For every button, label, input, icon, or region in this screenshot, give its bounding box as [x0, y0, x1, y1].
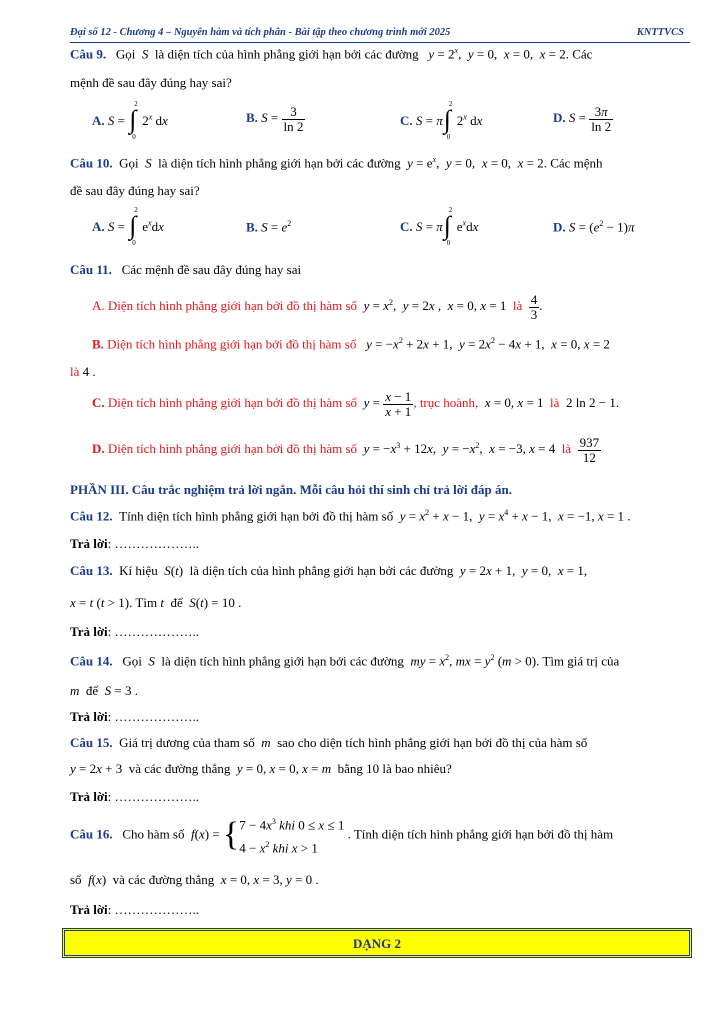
q14-text3: . Tìm giá trị của — [536, 653, 620, 669]
q11-d-la: là — [561, 441, 572, 457]
q10-d-label: D. — [553, 219, 566, 235]
q14-answer[interactable] — [70, 709, 199, 725]
q16-text2: . Tính diện tích hình phẳng giới hạn bởi đồ thị hàm — [347, 826, 614, 842]
answer-label: Trả lời — [70, 536, 108, 551]
q15-text2: sao cho diện tích hình phẳng giới hạn bởi đồ thị của hàm số — [277, 735, 588, 750]
q9-option-a: A. S = ∫ 2 0 2$^x$ dx — [92, 100, 168, 141]
q15-line1: Câu 15. Giá trị dương của tham số m sao cho diện tích hình phẳng giới hạn bởi đồ thị của hàm số — [70, 735, 588, 750]
q10-label: Câu 10. — [70, 155, 113, 171]
q11-text: Các mệnh đề sau đây đúng hay sai — [121, 262, 302, 277]
q15-text1: Giá trị dương của tham số — [119, 735, 255, 750]
q16-text3: số — [70, 872, 82, 887]
q12-answer[interactable] — [70, 536, 199, 552]
q13-line2: x = t (t > 1). Tìm t để S(t) = 10 . — [70, 595, 242, 610]
q11-b-tail: là 4 . — [70, 364, 96, 379]
answer-dots: : ……………….. — [107, 624, 200, 639]
answer-label: Trả lời — [70, 709, 108, 724]
q10-option-a: A. S = ∫ 2 0 $e^xdx$ — [92, 206, 164, 247]
q15-text3: và các đường thẳng — [128, 761, 231, 776]
q9-text1: Gọi — [115, 46, 136, 62]
answer-dots: : ……………….. — [107, 789, 200, 804]
q13-text2: là diện tích của hình phẳng giới hạn bởi các đường — [189, 563, 454, 578]
q11-b: B. Diện tích hình phẳng giới hạn bởi đồ thị hàm số $y = -x^2 + 2x + 1$, $y = 2x^2 - 4x + 1$, x = 0, x = 2 — [92, 336, 610, 352]
q15-label: Câu 15. — [70, 735, 113, 750]
q9-option-b: B. S = $\frac{3}{\ln 2}$ — [246, 104, 304, 134]
q12-line1: Câu 12. Tính diện tích hình phẳng giới hạn bởi đồ thị hàm số $y = x^2 + x - 1$, $y = x^4 + x - 1$, x = −1, x = 1 . — [70, 508, 631, 524]
q14-text4: để — [85, 683, 99, 698]
q9-option-c: C. S = π ∫ 2 0 2$^x$ dx — [400, 100, 483, 141]
q11-a-text: A. Diện tích hình phẳng giới hạn bởi đồ thị hàm số — [92, 298, 358, 314]
q10-line2: đề sau đây đúng hay sai? — [70, 183, 200, 198]
q16-text4: và các đường thẳng — [112, 872, 215, 887]
q9-c-label: C. — [400, 112, 413, 128]
q10-text3: . Các mệnh — [543, 155, 603, 171]
q13-text1: Kí hiệu — [119, 563, 158, 578]
q10-option-c: C. S = π ∫ 2 0 $e^xdx$ — [400, 206, 479, 247]
part3-heading: PHẦN III. Câu trắc nghiệm trả lời ngắn. Mỗi câu hỏi thí sinh chỉ trả lời đáp án. — [70, 482, 512, 497]
q14-line1: Câu 14. Gọi S là diện tích hình phẳng giới hạn bởi các đường my = $x^2$, mx = $y^2$ (m > 0). Tìm giá trị của — [70, 653, 620, 669]
answer-label: Trả lời — [70, 624, 108, 639]
q16-label: Câu 16. — [70, 826, 113, 842]
q10-line1: Câu 10. Gọi S là diện tích hình phẳng giới hạn bởi các đường $y = e^x$, y = 0, x = 0, x = 2. Các mệnh — [70, 155, 603, 171]
q16-line1: Câu 16. Cho hàm số $f(x) = \{7 - 4x^3$ khi 0 ≤ x ≤ 1 $4 - x^2$ khi x > 1 . Tính diện tích hình phẳng giới hạn bởi đồ thị hàm — [70, 816, 614, 856]
q9-line1: Câu 9. Gọi S là diện tích của hình phẳng giới hạn bởi các đường $y = 2^x$, y = 0, x = 0, x = 2. Các — [70, 46, 593, 62]
q10-text2: là diện tích hình phẳng giới hạn bởi các đường — [158, 155, 401, 171]
q9-text3: . Các — [565, 46, 593, 62]
q16-answer[interactable] — [70, 902, 199, 918]
q10-a-label: A. — [92, 218, 105, 234]
q10-option-b: B. $S = e^2$ — [246, 219, 292, 235]
q9-a-label: A. — [92, 112, 105, 128]
answer-dots: : ……………….. — [107, 709, 200, 724]
q13-text3: . Tìm — [129, 595, 158, 610]
q11-label: Câu 11. — [70, 262, 112, 277]
section-banner-title: DẠNG 2 — [352, 936, 402, 951]
q11-line1 — [70, 262, 301, 278]
answer-dots: : ……………….. — [107, 902, 200, 917]
header-left: Đại số 12 - Chương 4 – Nguyên hàm và tích phân - Bài tập theo chương trình mới 2025 — [70, 27, 451, 38]
page-header — [70, 26, 690, 43]
q14-label: Câu 14. — [70, 653, 113, 669]
q13-line1: Câu 13. Kí hiệu S(t) là diện tích của hình phẳng giới hạn bởi các đường y = 2x + 1, y = 0, x = 1, — [70, 563, 588, 578]
q10-text1: Gọi — [119, 155, 139, 171]
q11-a-la: là — [512, 298, 523, 314]
q9-option-d: D. S = $\frac{3\pi}{\ln 2}$ — [553, 104, 612, 134]
q16-line2: số f(x) và các đường thẳng x = 0, x = 3, y = 0 . — [70, 872, 319, 887]
q16-text1: Cho hàm số — [122, 826, 185, 842]
answer-label: Trả lời — [70, 789, 108, 804]
q15-line2: y = 2x + 3 và các đường thẳng y = 0, x = 0, x = m bằng 10 là bao nhiêu? — [70, 761, 452, 776]
q15-text4: bằng 10 là bao nhiêu? — [337, 761, 452, 776]
q13-label: Câu 13. — [70, 563, 113, 578]
answer-dots: : ……………….. — [107, 536, 200, 551]
q9-line2: mệnh đề sau đây đúng hay sai? — [70, 75, 232, 90]
q12-text: Tính diện tích hình phẳng giới hạn bởi đồ thị hàm số — [119, 508, 394, 524]
q14-line2: m để S = 3 . — [70, 683, 139, 698]
q11-c: C. Diện tích hình phẳng giới hạn bởi đồ thị hàm số y = $\frac{x - 1}{x + 1}$ , trục hoành, x = 0, x = 1 là 2 ln 2 − 1. — [92, 389, 620, 419]
q14-text1: Gọi — [122, 653, 142, 669]
q12-label: Câu 12. — [70, 508, 113, 524]
q10-c-label: C. — [400, 218, 413, 234]
q15-answer[interactable] — [70, 789, 199, 805]
q9-b-label: B. — [246, 110, 258, 126]
answer-label: Trả lời — [70, 902, 108, 917]
header-right: KNTTVCS — [636, 27, 684, 38]
q11-a: A. Diện tích hình phẳng giới hạn bởi đồ thị hàm số $y = x^2$, y = 2x , x = 0, x = 1 là $\frac{4}{3}$ . — [92, 292, 543, 322]
q14-text2: là diện tích hình phẳng giới hạn bởi các đường — [161, 653, 404, 669]
section-banner — [62, 928, 692, 958]
q9-text2: là diện tích của hình phẳng giới hạn bởi các đường — [154, 46, 419, 62]
q10-option-d: D. $S = (e^2 - 1)\pi$ — [553, 219, 635, 235]
q13-text4: để — [170, 595, 183, 610]
q10-b-label: B. — [246, 219, 258, 235]
q13-answer[interactable] — [70, 624, 199, 640]
q11-d: D. Diện tích hình phẳng giới hạn bởi đồ thị hàm số $y = -x^3 + 12x$, $y = -x^2$, x = −3, x = 4 là $\frac{937}{12}$ — [92, 435, 600, 465]
q11-c-mid: , trục hoành, — [413, 395, 479, 411]
q9-label: Câu 9. — [70, 46, 107, 62]
q9-d-label: D. — [553, 110, 566, 126]
q11-c-la: là — [550, 395, 560, 411]
